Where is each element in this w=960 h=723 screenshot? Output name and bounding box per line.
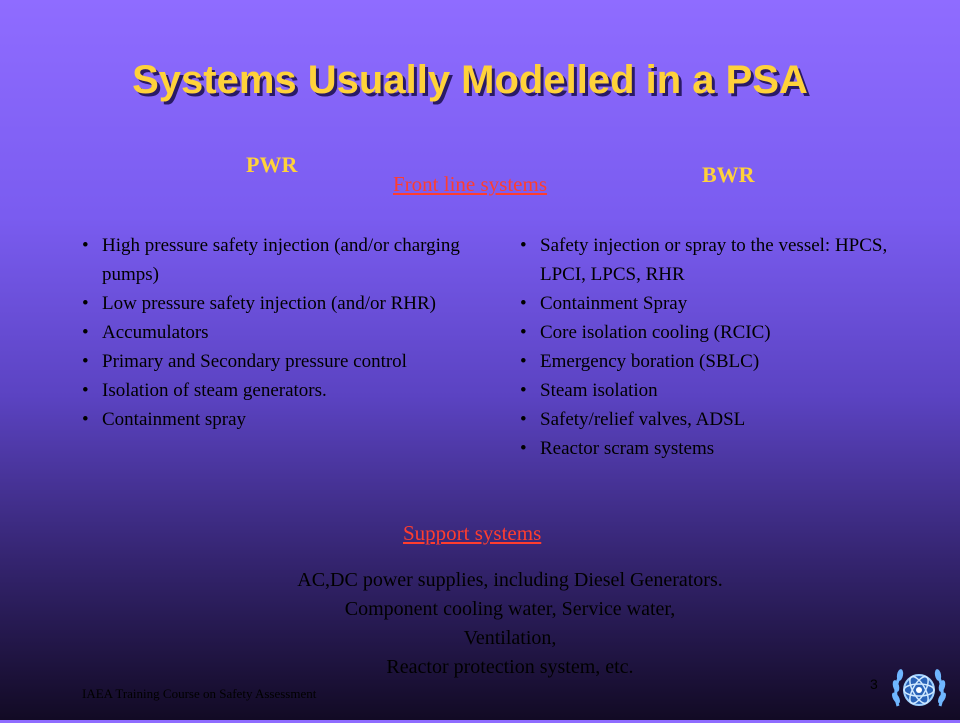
support-line: Reactor protection system, etc. bbox=[386, 656, 634, 678]
pwr-item: • Accumulators bbox=[82, 318, 482, 347]
support-systems-link[interactable]: Support systems bbox=[403, 521, 542, 545]
support-line: Ventilation, bbox=[463, 627, 557, 649]
bwr-item: • Emergency boration (SBLC) bbox=[520, 347, 920, 376]
bwr-item: • Steam isolation bbox=[520, 376, 920, 405]
support-line: AC,DC power supplies, including Diesel Generators. bbox=[297, 569, 723, 591]
footer-course-name: IAEA Training Course on Safety Assessment bbox=[82, 686, 317, 701]
support-line: Component cooling water, Service water, bbox=[344, 598, 676, 620]
bwr-list bbox=[520, 231, 920, 463]
slide-title: Systems Usually Modelled in a PSA bbox=[132, 58, 808, 102]
support-systems-text bbox=[0, 566, 960, 682]
bwr-item: • Reactor scram systems bbox=[520, 434, 920, 463]
pwr-item: • High pressure safety injection (and/or charging pumps) bbox=[82, 231, 482, 289]
bwr-item: • Safety injection or spray to the vessel: HPCS, LPCI, LPCS, RHR bbox=[520, 231, 920, 289]
bwr-heading: BWR bbox=[702, 162, 755, 187]
pwr-item: • Primary and Secondary pressure control bbox=[82, 347, 482, 376]
front-line-systems-link[interactable]: Front line systems bbox=[393, 172, 548, 196]
pwr-list bbox=[82, 231, 482, 434]
page-number: 3 bbox=[870, 676, 878, 692]
bwr-item: • Containment Spray bbox=[520, 289, 920, 318]
bwr-item: • Safety/relief valves, ADSL bbox=[520, 405, 920, 434]
pwr-heading: PWR bbox=[246, 152, 298, 177]
bwr-item: • Core isolation cooling (RCIC) bbox=[520, 318, 920, 347]
iaea-emblem-icon bbox=[888, 662, 950, 718]
pwr-item: • Containment spray bbox=[82, 405, 482, 434]
pwr-item: • Low pressure safety injection (and/or RHR) bbox=[82, 289, 482, 318]
pwr-item: • Isolation of steam generators. bbox=[82, 376, 482, 405]
